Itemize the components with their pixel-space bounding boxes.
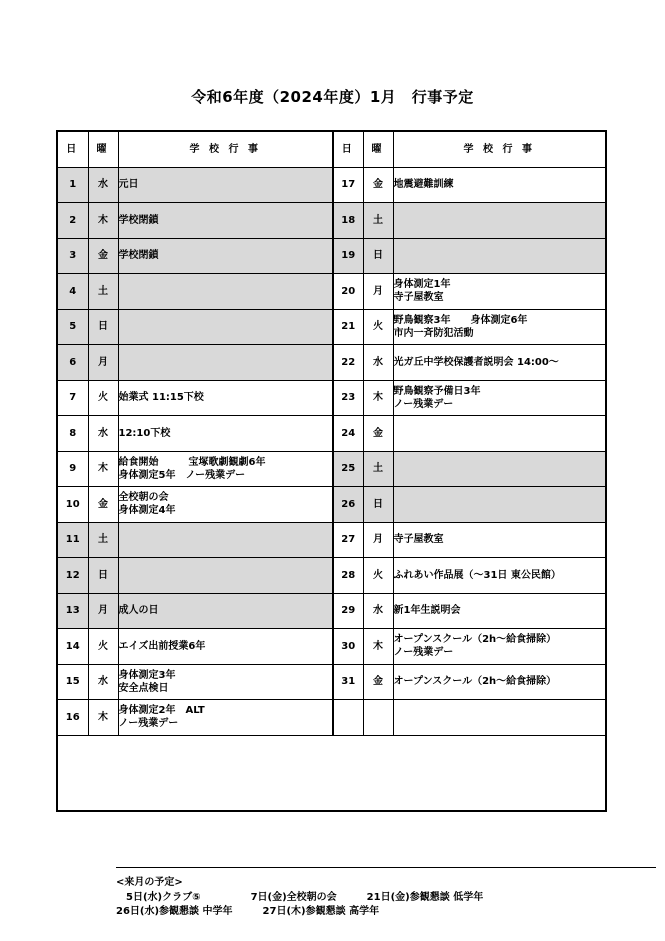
event-cell: オープンスクール（2h～給食掃除） (393, 664, 605, 700)
day-cell: 31 (333, 664, 363, 700)
event-cell (393, 238, 605, 274)
event-cell: 学校閉鎖 (118, 238, 333, 274)
table-row (58, 309, 605, 345)
event-cell: 全校朝の会 身体測定4年 (118, 487, 333, 523)
weekday-cell: 金 (88, 487, 118, 523)
weekday-cell: 土 (363, 451, 393, 487)
day-cell: 15 (58, 664, 88, 700)
weekday-cell: 月 (88, 345, 118, 381)
event-cell (118, 345, 333, 381)
day-cell: 10 (58, 487, 88, 523)
schedule-table (58, 132, 605, 736)
day-cell: 19 (333, 238, 363, 274)
weekday-cell: 月 (363, 522, 393, 558)
event-cell (118, 274, 333, 310)
table-row (58, 558, 605, 594)
day-cell: 18 (333, 203, 363, 239)
weekday-cell: 金 (363, 416, 393, 452)
weekday-cell: 木 (363, 629, 393, 665)
event-cell: 野鳥観察予備日3年 ノー残業デー (393, 380, 605, 416)
event-cell: 野鳥観察3年 身体測定6年 市内一斉防犯活動 (393, 309, 605, 345)
day-cell: 1 (58, 167, 88, 203)
event-cell: 給食開始 宝塚歌劇観劇6年 身体測定5年 ノー残業デー (118, 451, 333, 487)
schedule-sheet (56, 130, 607, 917)
event-cell: 始業式 11:15下校 (118, 380, 333, 416)
day-cell: 5 (58, 309, 88, 345)
table-row (58, 416, 605, 452)
day-cell: 11 (58, 522, 88, 558)
table-row (58, 274, 605, 310)
weekday-cell: 水 (88, 664, 118, 700)
header-day: 日 (333, 132, 363, 167)
next-month-heading: <来月の予定> (116, 877, 183, 888)
day-cell: 25 (333, 451, 363, 487)
weekday-cell: 土 (88, 522, 118, 558)
day-cell: 17 (333, 167, 363, 203)
weekday-cell: 月 (363, 274, 393, 310)
weekday-cell: 日 (363, 487, 393, 523)
event-cell: 成人の日 (118, 593, 333, 629)
day-cell: 26 (333, 487, 363, 523)
day-cell: 20 (333, 274, 363, 310)
event-cell: 身体測定1年 寺子屋教室 (393, 274, 605, 310)
event-cell: オープンスクール（2h～給食掃除） ノー残業デー (393, 629, 605, 665)
event-cell (393, 700, 605, 736)
event-cell: 学校閉鎖 (118, 203, 333, 239)
weekday-cell: 金 (88, 238, 118, 274)
day-cell: 21 (333, 309, 363, 345)
weekday-cell: 水 (88, 416, 118, 452)
weekday-cell: 木 (88, 700, 118, 736)
header-events: 学 校 行 事 (118, 132, 333, 167)
event-cell (393, 416, 605, 452)
next-month-plan (116, 867, 656, 920)
event-cell: エイズ出前授業6年 (118, 629, 333, 665)
event-cell: 12:10下校 (118, 416, 333, 452)
event-cell: 身体測定2年 ALT ノー残業デー (118, 700, 333, 736)
event-cell (393, 451, 605, 487)
header-weekday: 曜 (88, 132, 118, 167)
day-cell: 7 (58, 380, 88, 416)
weekday-cell: 木 (88, 451, 118, 487)
table-row (58, 203, 605, 239)
table-row (58, 700, 605, 736)
day-cell: 29 (333, 593, 363, 629)
day-cell: 4 (58, 274, 88, 310)
day-cell: 2 (58, 203, 88, 239)
day-cell: 13 (58, 593, 88, 629)
next-month-line: 26日(水)参観懇談 中学年 27日(木)参観懇談 高学年 (116, 906, 380, 917)
weekday-cell: 土 (88, 274, 118, 310)
weekday-cell: 月 (88, 593, 118, 629)
table-row (58, 451, 605, 487)
table-row (58, 345, 605, 381)
event-cell: ふれあい作品展（～31日 東公民館） (393, 558, 605, 594)
table-row (58, 167, 605, 203)
weekday-cell: 水 (363, 345, 393, 381)
day-cell (333, 700, 363, 736)
day-cell: 30 (333, 629, 363, 665)
event-cell (118, 558, 333, 594)
day-cell: 9 (58, 451, 88, 487)
day-cell: 27 (333, 522, 363, 558)
table-row (58, 380, 605, 416)
weekday-cell: 日 (88, 309, 118, 345)
weekday-cell: 木 (88, 203, 118, 239)
header-day: 日 (58, 132, 88, 167)
weekday-cell: 水 (363, 593, 393, 629)
weekday-cell: 火 (363, 309, 393, 345)
table-row (58, 593, 605, 629)
event-cell: 地震避難訓練 (393, 167, 605, 203)
event-cell: 新1年生説明会 (393, 593, 605, 629)
event-cell (393, 203, 605, 239)
event-cell (393, 487, 605, 523)
day-cell: 16 (58, 700, 88, 736)
weekday-cell: 日 (363, 238, 393, 274)
day-cell: 14 (58, 629, 88, 665)
day-cell: 22 (333, 345, 363, 381)
header-weekday: 曜 (363, 132, 393, 167)
weekday-cell: 土 (363, 203, 393, 239)
event-cell: 元日 (118, 167, 333, 203)
day-cell: 24 (333, 416, 363, 452)
day-cell: 23 (333, 380, 363, 416)
event-cell: 光ガ丘中学校保護者説明会 14:00～ (393, 345, 605, 381)
weekday-cell: 火 (363, 558, 393, 594)
table-header-row (58, 132, 605, 167)
page-title: 令和6年度（2024年度）1月 行事予定 (191, 88, 474, 106)
weekday-cell: 火 (88, 629, 118, 665)
day-cell: 28 (333, 558, 363, 594)
event-cell (118, 522, 333, 558)
header-events: 学 校 行 事 (393, 132, 605, 167)
weekday-cell: 金 (363, 167, 393, 203)
event-cell (118, 309, 333, 345)
event-cell: 身体測定3年 安全点検日 (118, 664, 333, 700)
weekday-cell: 金 (363, 664, 393, 700)
table-row (58, 487, 605, 523)
day-cell: 3 (58, 238, 88, 274)
day-cell: 12 (58, 558, 88, 594)
event-cell: 寺子屋教室 (393, 522, 605, 558)
day-cell: 8 (58, 416, 88, 452)
weekday-cell: 日 (88, 558, 118, 594)
weekday-cell (363, 700, 393, 736)
day-cell: 6 (58, 345, 88, 381)
table-row (58, 238, 605, 274)
weekday-cell: 火 (88, 380, 118, 416)
table-row (58, 629, 605, 665)
table-row (58, 664, 605, 700)
weekday-cell: 水 (88, 167, 118, 203)
next-month-line: 5日(水)クラブ⑤ 7日(金)全校朝の会 21日(金)参観懇談 低学年 (116, 891, 484, 903)
weekday-cell: 木 (363, 380, 393, 416)
table-row (58, 522, 605, 558)
